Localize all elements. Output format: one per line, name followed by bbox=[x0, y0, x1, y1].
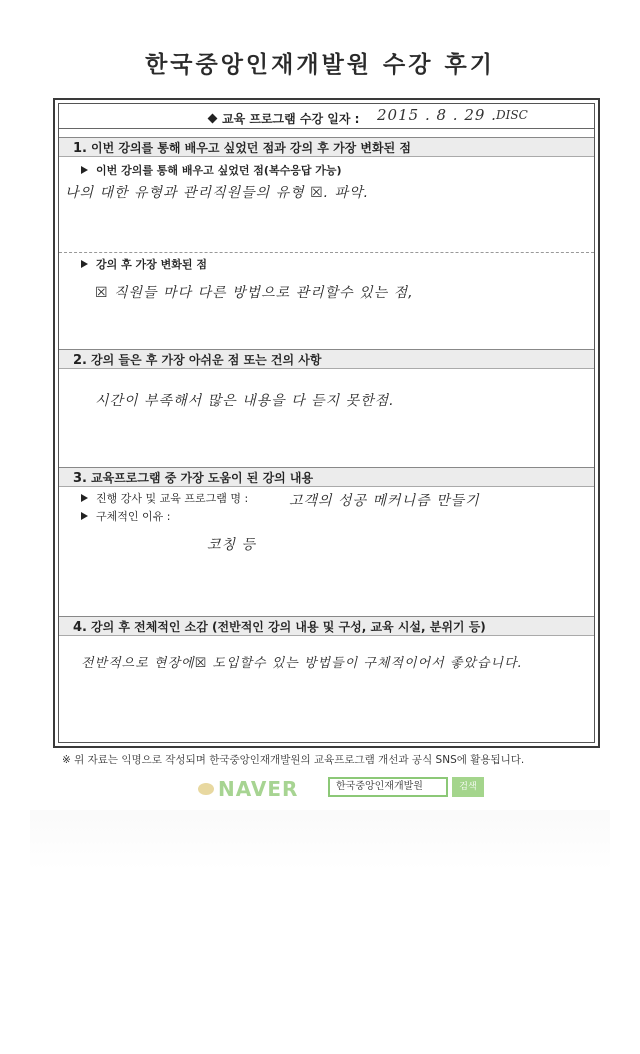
section1-q1 bbox=[81, 162, 342, 178]
section3-num: 3. bbox=[73, 471, 87, 486]
date-row bbox=[59, 104, 594, 129]
naver-search-button[interactable]: 검색 bbox=[452, 777, 484, 797]
date-label: 교육 프로그램 수강 일자 : bbox=[222, 112, 360, 126]
section1-q1-label: 이번 강의를 통해 배우고 싶었던 점(복수응답 가능) bbox=[96, 164, 342, 177]
date-label-wrap bbox=[209, 110, 359, 127]
section3-heading bbox=[59, 467, 594, 487]
divider bbox=[59, 252, 594, 253]
section1-num: 1. bbox=[73, 141, 87, 156]
section1-heading bbox=[59, 137, 594, 157]
section3-title: 교육프로그램 중 가장 도움이 된 강의 내용 bbox=[90, 471, 314, 485]
section3-q2 bbox=[81, 508, 170, 524]
section3-q1-answer: 고객의 성공 메커니즘 만들기 bbox=[289, 493, 480, 509]
arrow-icon bbox=[81, 260, 88, 268]
form-inner bbox=[58, 103, 595, 743]
section1-q1-answer: 나의 대한 유형과 관리직원들의 유형 ☒. 파악. bbox=[65, 185, 370, 201]
section3-q2-label: 구체적인 이유 : bbox=[96, 510, 171, 523]
section4-num: 4. bbox=[73, 620, 87, 635]
naver-search-input[interactable]: 한국중앙인재개발원 bbox=[328, 777, 448, 797]
section3-q1 bbox=[81, 490, 248, 506]
arrow-icon bbox=[81, 512, 88, 520]
section4-title: 강의 후 전체적인 소감 (전반적인 강의 내용 및 구성, 교육 시설, 분위기 등) bbox=[90, 620, 486, 634]
section3-q1-label: 진행 강사 및 교육 프로그램 명 : bbox=[96, 492, 249, 505]
scan-shadow bbox=[30, 810, 610, 870]
section2-heading bbox=[59, 349, 594, 369]
section2-answer: 시간이 부족해서 많은 내용을 다 듣지 못한점. bbox=[95, 393, 395, 409]
section1-q2-answer: ☒ 직원들 마다 다른 방법으로 관리할수 있는 점, bbox=[95, 285, 414, 301]
section1-title: 이번 강의를 통해 배우고 싶었던 점과 강의 후 가장 변화된 점 bbox=[90, 141, 411, 155]
section1-q2-label: 강의 후 가장 변화된 점 bbox=[96, 258, 207, 271]
section2-title: 강의 들은 후 가장 아쉬운 점 또는 건의 사항 bbox=[90, 353, 322, 367]
review-form bbox=[53, 98, 600, 748]
section1-q2 bbox=[81, 256, 207, 272]
page-title: 한국중앙인재개발원 수강 후기 bbox=[145, 52, 495, 78]
naver-logo-mark-icon bbox=[198, 783, 214, 795]
section4-heading bbox=[59, 616, 594, 636]
naver-logo-text: NAVER bbox=[218, 777, 299, 801]
arrow-icon bbox=[81, 166, 88, 174]
naver-search-bar bbox=[198, 775, 498, 801]
arrow-icon bbox=[81, 494, 88, 502]
naver-logo bbox=[198, 777, 298, 801]
section4-answer: 전반적으로 현장에☒ 도입할수 있는 방법들이 구체적이어서 좋았습니다. bbox=[81, 656, 523, 671]
date-code: DISC bbox=[496, 108, 528, 122]
diamond-icon bbox=[208, 114, 218, 124]
section2-num: 2. bbox=[73, 353, 87, 368]
footer-note: ※ 위 자료는 익명으로 작성되며 한국중앙인재개발원의 교육프로그램 개선과 공식 SNS에 활용됩니다. bbox=[62, 754, 525, 766]
section3-q2-answer: 코칭 등 bbox=[207, 537, 257, 553]
date-value: 2015 . 8 . 29 . bbox=[377, 106, 497, 124]
